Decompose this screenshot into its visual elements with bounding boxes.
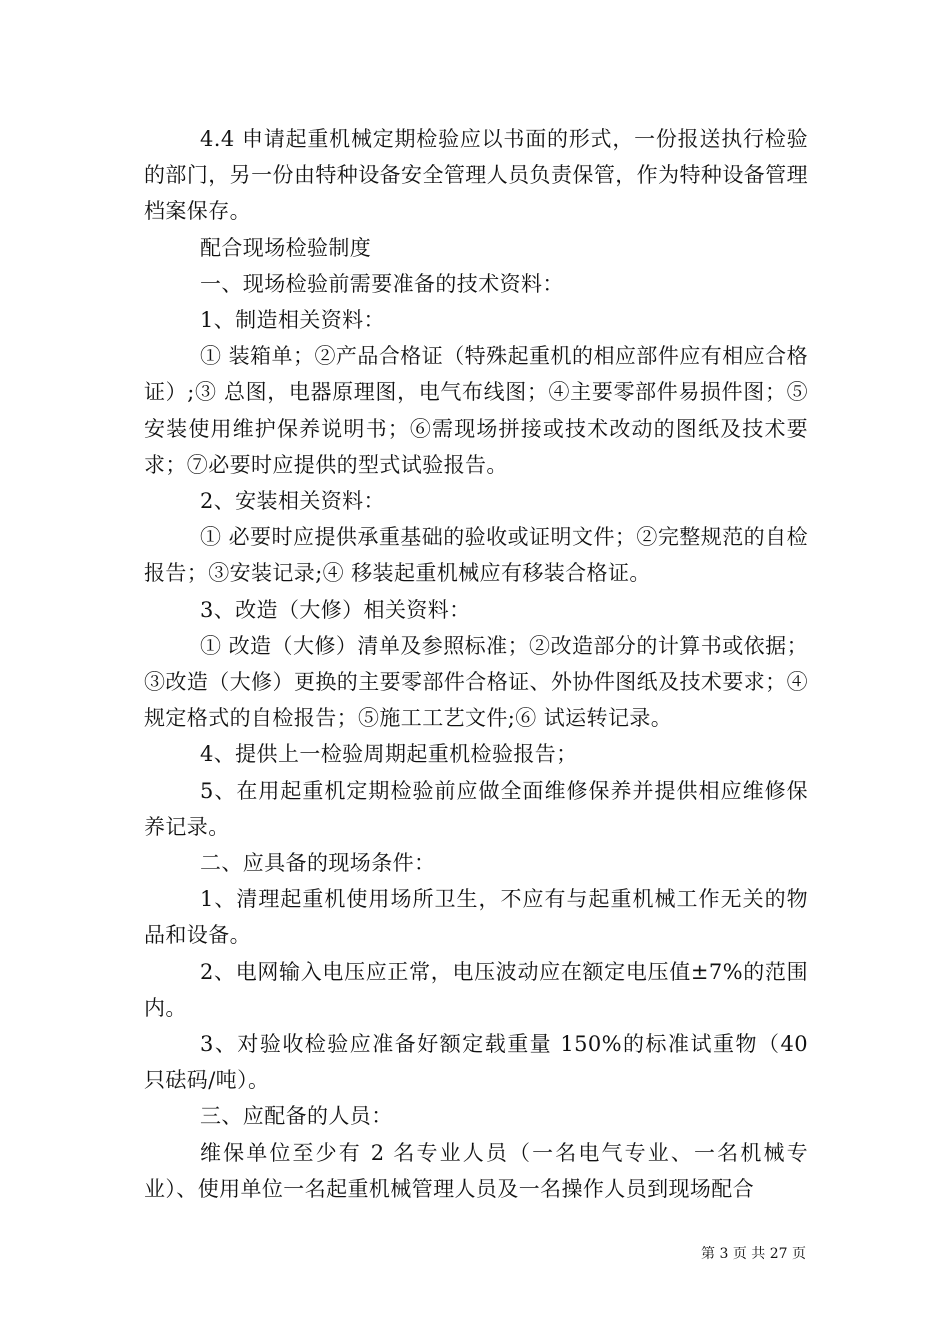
paragraph: ① 必要时应提供承重基础的验收或证明文件；②完整规范的自检报告；③安装记录;④ 移装起重机械应有移装合格证。	[144, 525, 808, 586]
section-title: 配合现场检验制度	[200, 235, 372, 260]
heading-1: 一、现场检验前需要准备的技术资料：	[200, 271, 564, 296]
paragraph: ① 装箱单；②产品合格证（特殊起重机的相应部件应有相应合格证）;③ 总图，电器原理图，电气布线图；④主要零部件易损件图；⑤安装使用维护保养说明书；⑥需现场拼接或技术改动的图纸及技术要求；⑦必要时应提供的型式试验报告。	[144, 344, 808, 477]
subheading: 1、制造相关资料：	[200, 308, 385, 333]
paragraph: 3、对验收检验应准备好额定载重量 150%的标准试重物（40 只砝码/吨）。	[144, 1032, 808, 1093]
subheading: 2、安装相关资料：	[200, 489, 385, 514]
paragraph: 维保单位至少有 2 名专业人员（一名电气专业、一名机械专业）、使用单位一名起重机械管理人员及一名操作人员到现场配合	[144, 1140, 808, 1201]
paragraph: 4.4 申请起重机械定期检验应以书面的形式，一份报送执行检验的部门，另一份由特种设备安全管理人员负责保管，作为特种设备管理档案保存。	[144, 127, 808, 224]
paragraph: 4、提供上一检验周期起重机检验报告；	[200, 742, 578, 767]
page-number: 第 3 页 共 27 页	[701, 1246, 806, 1262]
document-body	[144, 121, 808, 1207]
paragraph: 1、清理起重机使用场所卫生，不应有与起重机械工作无关的物品和设备。	[144, 887, 808, 948]
subheading: 3、改造（大修）相关资料：	[200, 597, 471, 622]
heading-3: 三、应配备的人员：	[200, 1104, 393, 1129]
heading-2: 二、应具备的现场条件：	[200, 851, 436, 876]
paragraph: ① 改造（大修）清单及参照标准；②改造部分的计算书或依据；③改造（大修）更换的主要零部件合格证、外协件图纸及技术要求；④规定格式的自检报告；⑤施工工艺文件;⑥ 试运转记录。	[144, 633, 808, 731]
paragraph: 5、在用起重机定期检验前应做全面维修保养并提供相应维修保养记录。	[144, 778, 808, 839]
paragraph: 2、电网输入电压应正常，电压波动应在额定电压值±7%的范围内。	[144, 959, 808, 1020]
